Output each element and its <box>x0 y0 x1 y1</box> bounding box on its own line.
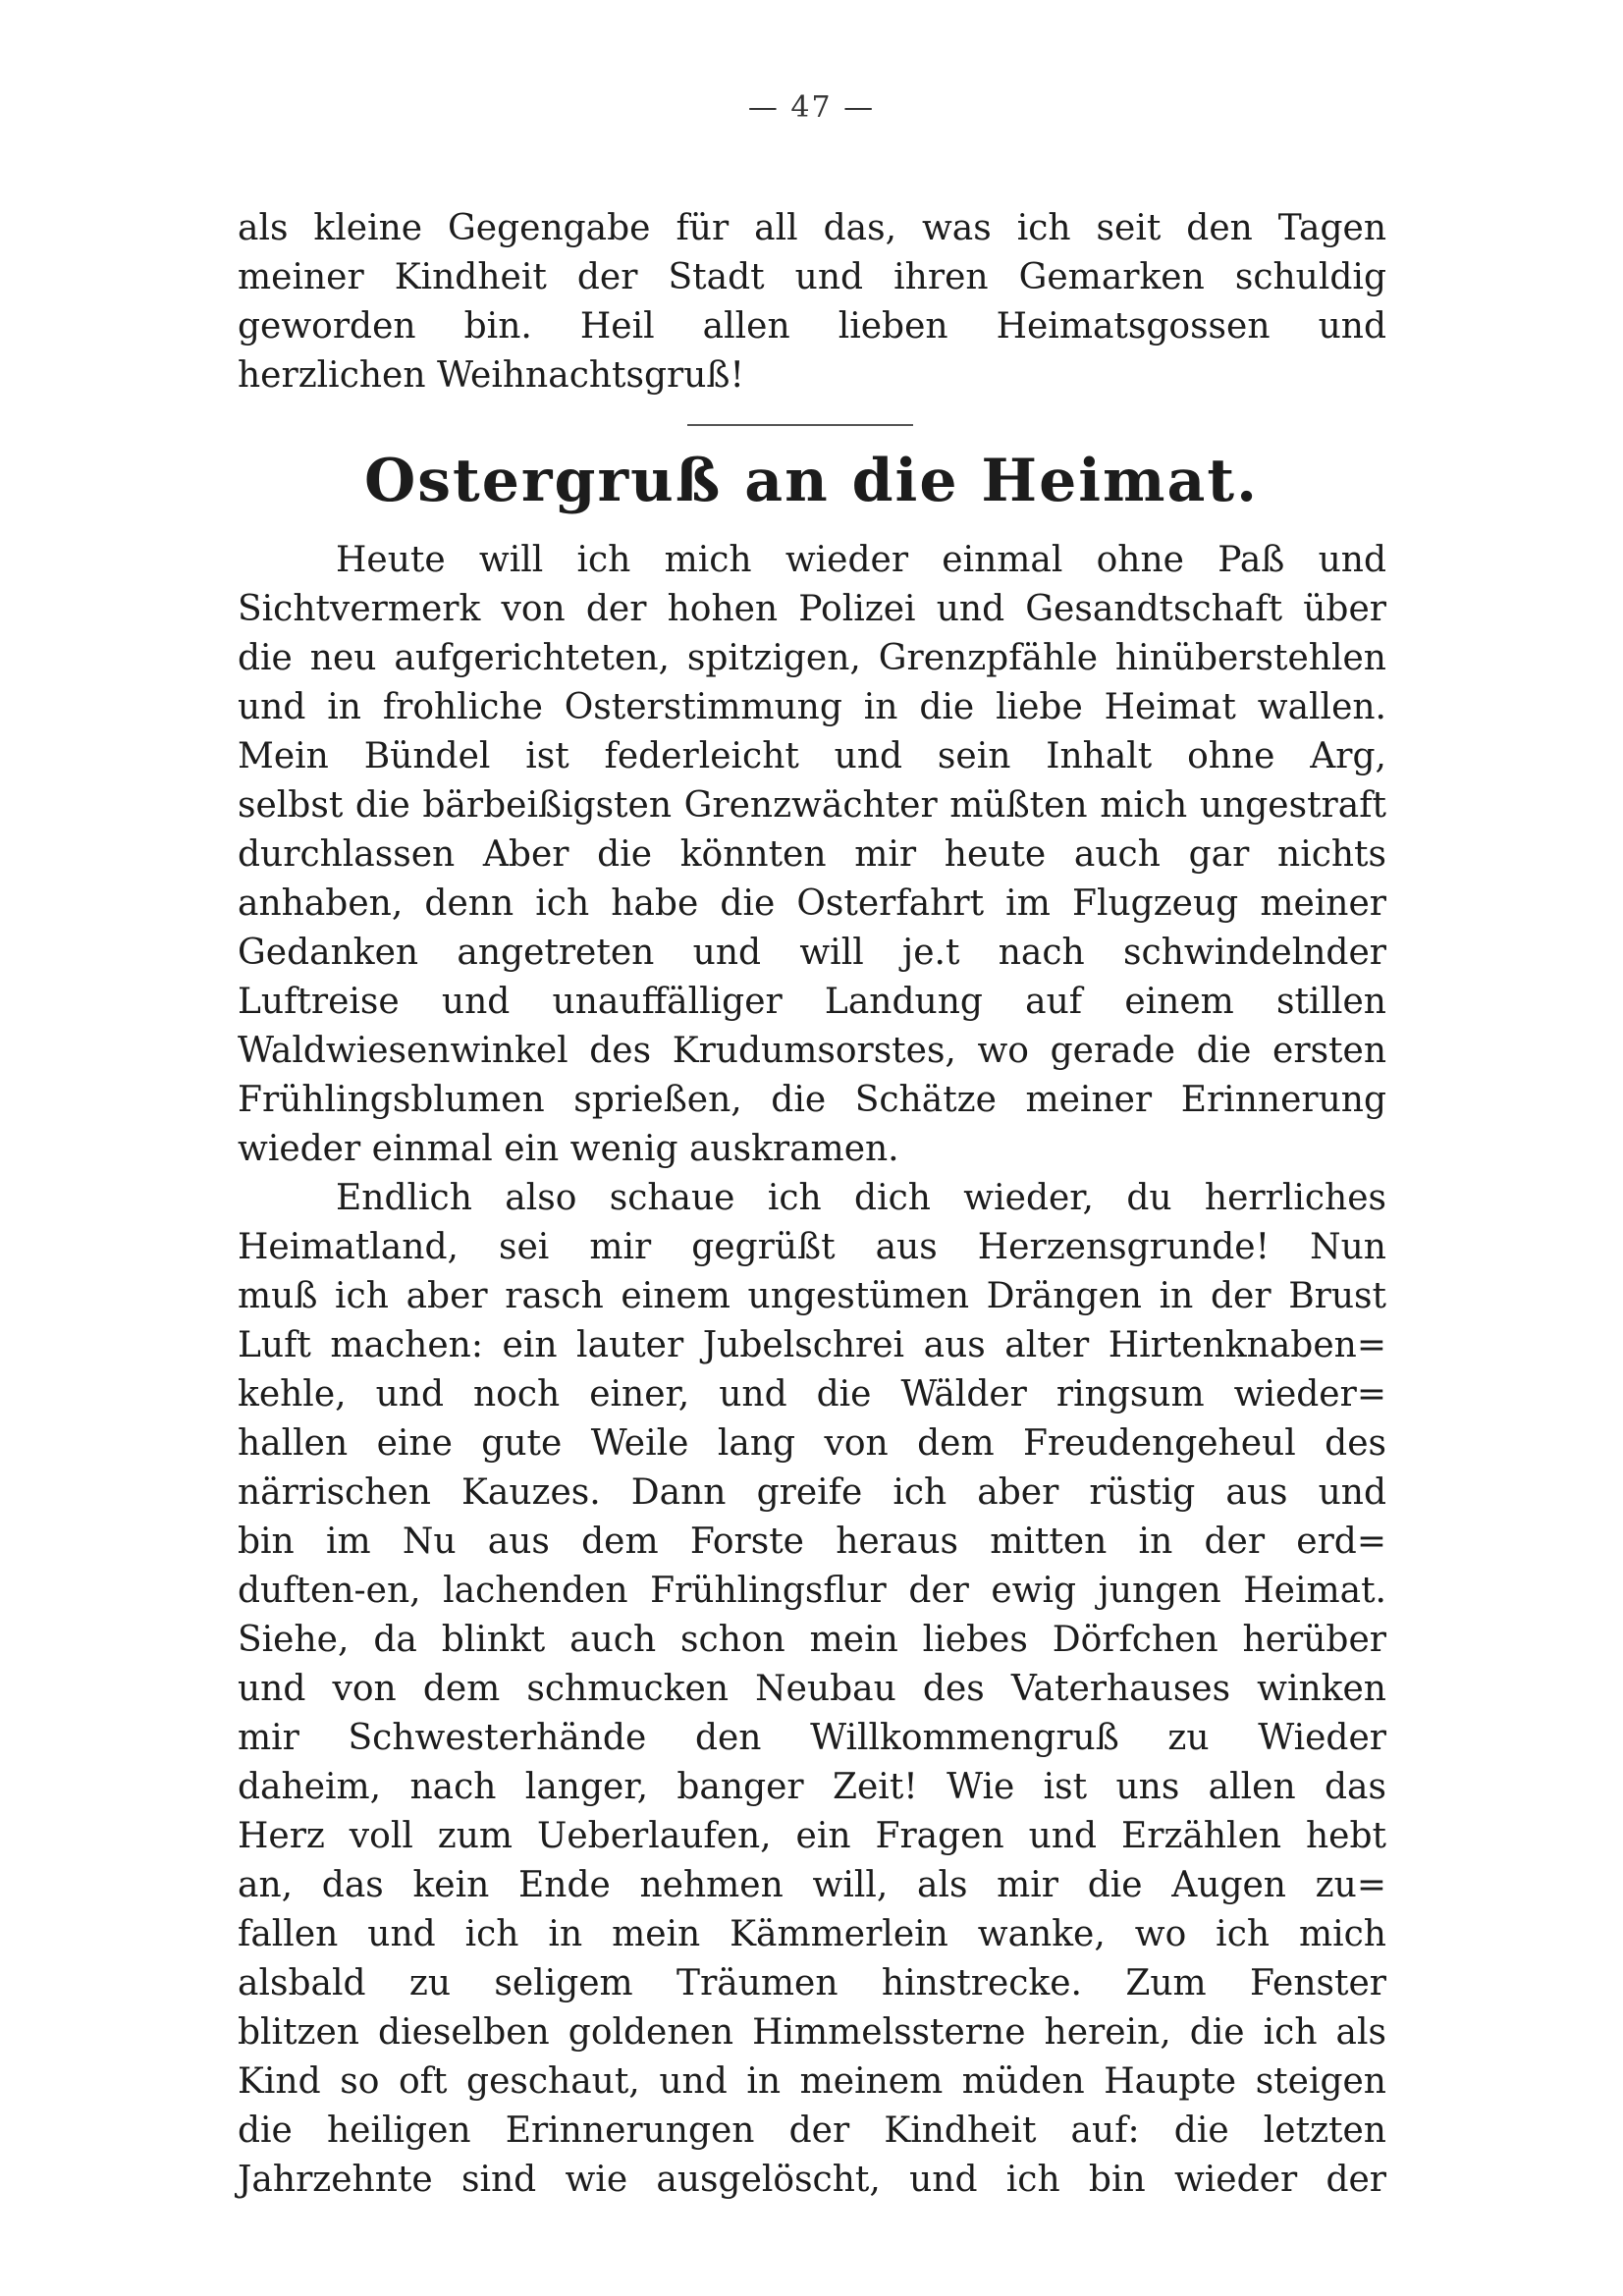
text-line: hallen eine gute Weile lang von dem Freudengeheul des <box>238 1423 1386 1464</box>
text-line: blitzen dieselben goldenen Himmelssterne herein, die ich als <box>238 2012 1386 2053</box>
text-line: alsbald zu seligem Träumen hinstrecke. Zum Fenster <box>238 1963 1386 2003</box>
text-line: kehle, und noch einer, und die Wälder ringsum wieder= <box>238 1374 1386 1415</box>
intro-paragraph <box>238 204 1386 400</box>
text-line: als kleine Gegengabe für all das, was ich seit den Tagen <box>238 208 1386 248</box>
text-line: Sichtvermerk von der hohen Polizei und Gesandtschaft über <box>238 589 1386 629</box>
text-line: fallen und ich in mein Kämmerlein wanke, wo ich mich <box>238 1914 1386 1954</box>
text-line: Siehe, da blinkt auch schon mein liebes Dörfchen herüber <box>238 1620 1386 1660</box>
text-line: anhaben, denn ich habe die Osterfahrt im Flugzeug meiner <box>238 883 1386 924</box>
text-line: Endlich also schaue ich dich wieder, du herrliches <box>336 1178 1386 1218</box>
text-line: Jahrzehnte sind wie ausgelöscht, und ich bin wieder der <box>238 2160 1386 2200</box>
text-line: Waldwiesenwinkel des Krudumsorstes, wo gerade die ersten <box>238 1031 1386 1071</box>
text-line: närrischen Kauzes. Dann greife ich aber rüstig aus und <box>238 1472 1386 1513</box>
text-line: herzlichen Weihnachtsgruß! <box>238 355 744 396</box>
text-line: Heimatland, sei mir gegrüßt aus Herzensgrunde! Nun <box>238 1227 1386 1267</box>
section-title: Ostergruß an die Heimat. <box>363 447 1260 515</box>
text-line: bin im Nu aus dem Forste heraus mitten in der erd= <box>238 1522 1386 1562</box>
text-line: die heiligen Erinnerungen der Kindheit auf: die letzten <box>238 2110 1386 2151</box>
text-line: durchlassen Aber die könnten mir heute auch gar nichts <box>238 834 1386 875</box>
text-line: Kind so oft geschaut, und in meinem müden Haupte steigen <box>238 2061 1386 2102</box>
text-line: selbst die bärbeißigsten Grenzwächter müßten mich ungestraft <box>238 785 1386 826</box>
text-line: mir Schwesterhände den Willkommengruß zu Wieder <box>238 1718 1386 1758</box>
text-line: Herz voll zum Ueberlaufen, ein Fragen und Erzählen hebt <box>238 1816 1386 1856</box>
text-line: Mein Bündel ist federleicht und sein Inhalt ohne Arg, <box>238 736 1386 776</box>
text-line: und in frohliche Osterstimmung in die liebe Heimat wallen. <box>238 687 1386 727</box>
body-paragraphs <box>238 536 1386 2205</box>
text-line: Heute will ich mich wieder einmal ohne Paß und <box>336 540 1386 580</box>
text-line: und von dem schmucken Neubau des Vaterhauses winken <box>238 1669 1386 1709</box>
text-line: meiner Kindheit der Stadt und ihren Gemarken schuldig <box>238 257 1386 297</box>
text-line: an, das kein Ende nehmen will, als mir die Augen zu= <box>238 1865 1386 1905</box>
text-line: muß ich aber rasch einem ungestümen Drängen in der Brust <box>238 1276 1386 1316</box>
text-line: Frühlingsblumen sprießen, die Schätze meiner Erinnerung <box>238 1080 1386 1120</box>
text-line: Luft machen: ein lauter Jubelschrei aus alter Hirtenknaben= <box>238 1325 1386 1365</box>
text-line: duften-en, lachenden Frühlingsflur der ewig jungen Heimat. <box>238 1571 1386 1611</box>
section-divider <box>687 424 913 426</box>
text-line: Luftreise und unauffälliger Landung auf einem stillen <box>238 982 1386 1022</box>
text-line: Gedanken angetreten und will je.t nach schwindelnder <box>238 933 1386 973</box>
text-line: geworden bin. Heil allen lieben Heimatsgossen und <box>238 306 1386 347</box>
text-line: daheim, nach langer, banger Zeit! Wie ist uns allen das <box>238 1767 1386 1807</box>
page-number: — 47 — <box>747 90 876 125</box>
text-line: wieder einmal ein wenig auskramen. <box>238 1129 899 1169</box>
text-line: die neu aufgerichteten, spitzigen, Grenzpfähle hinüberstehlen <box>238 638 1386 678</box>
